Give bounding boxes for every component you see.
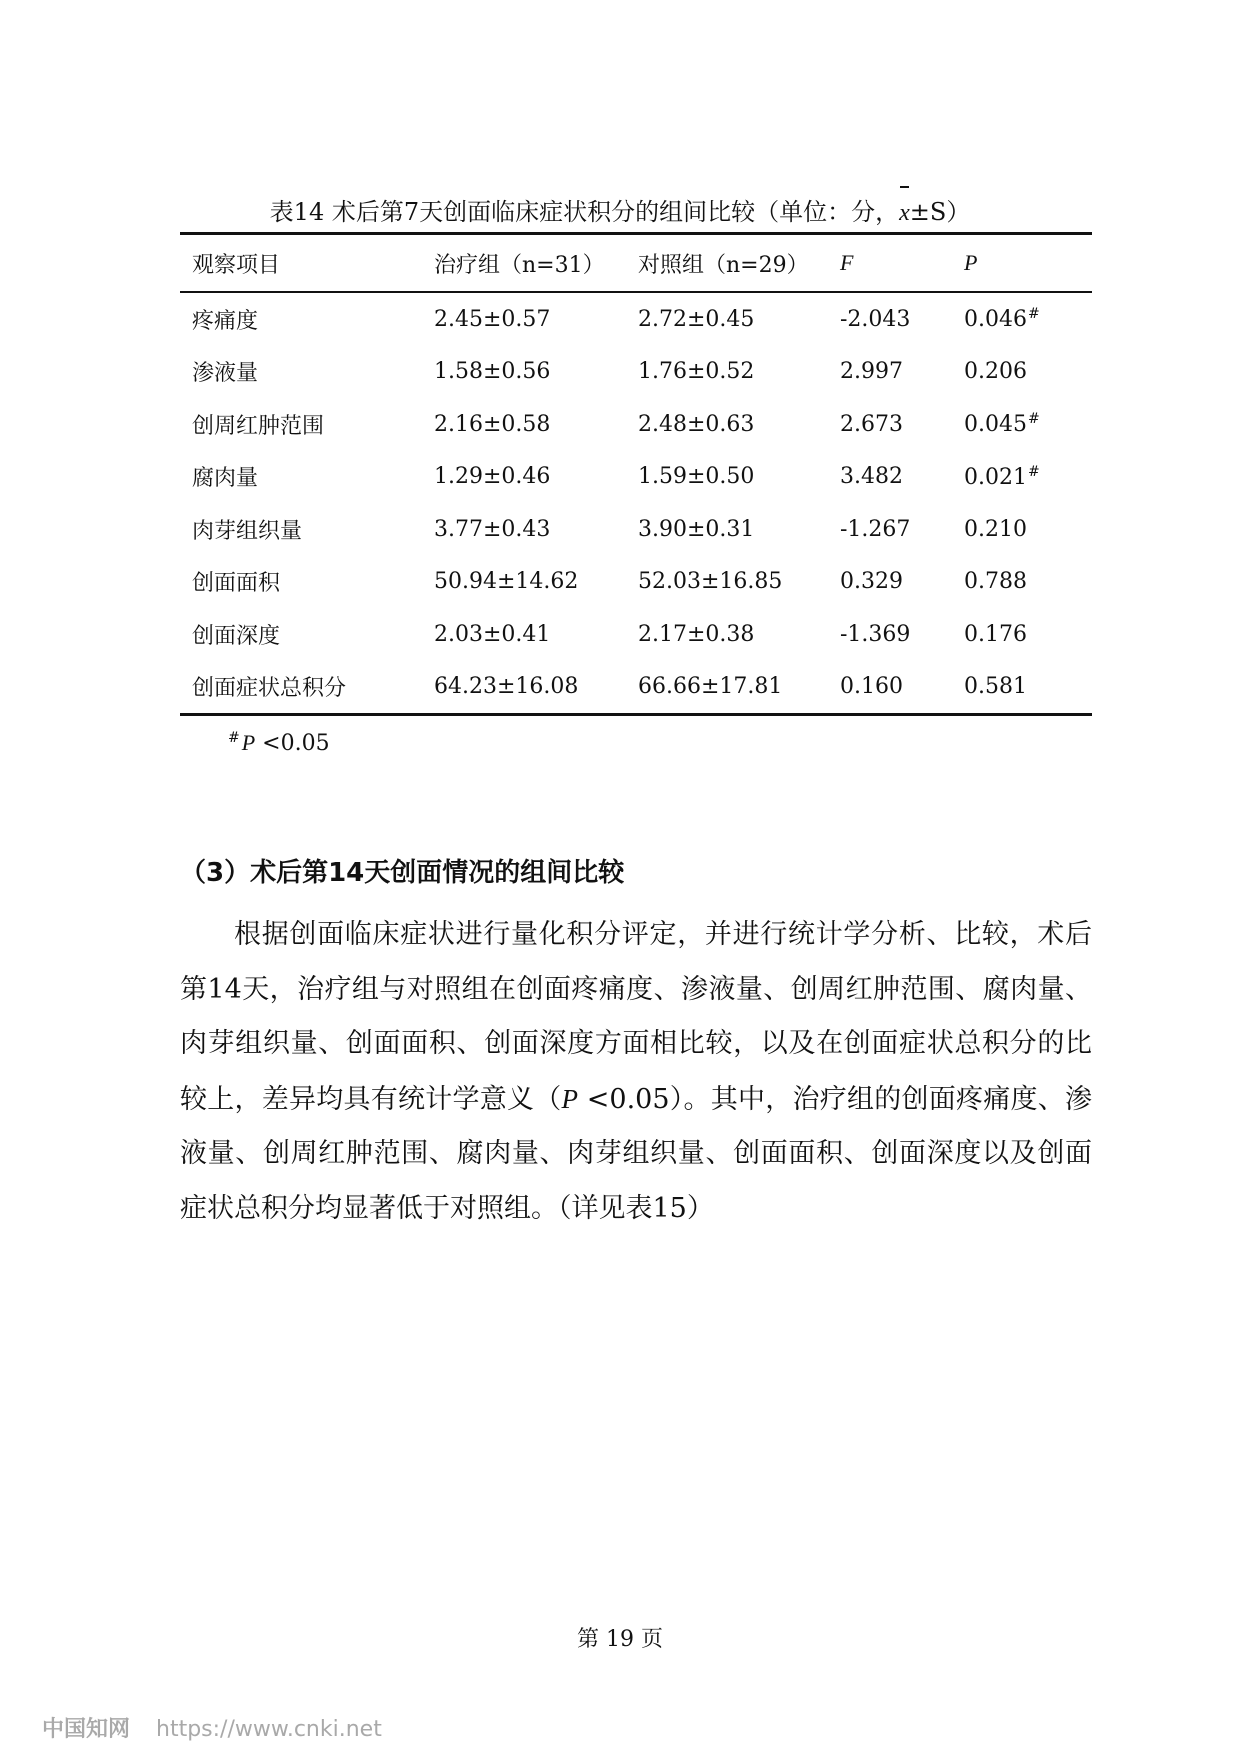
cell-f xyxy=(840,661,964,715)
table-header-row xyxy=(180,234,1092,293)
cell-f-text: -1.267 xyxy=(840,516,911,542)
cell-treatment-text: 2.03±0.41 xyxy=(434,621,551,647)
cell-f xyxy=(840,398,964,451)
cell-control-text: 2.48±0.63 xyxy=(638,411,755,437)
cell-f-text: 0.329 xyxy=(840,569,903,595)
cell-treatment xyxy=(434,608,638,661)
cell-treatment xyxy=(434,556,638,609)
cell-control-text: 52.03±16.85 xyxy=(638,569,783,595)
cell-p xyxy=(964,346,1092,399)
cell-f xyxy=(840,346,964,399)
cell-treatment xyxy=(434,346,638,399)
watermark xyxy=(42,1712,382,1743)
cell-item xyxy=(180,608,434,661)
cell-p xyxy=(964,398,1092,451)
cell-treatment-text: 2.45±0.57 xyxy=(434,306,551,332)
body-paragraph xyxy=(180,908,1092,1237)
table-footnote xyxy=(228,730,330,756)
cell-item xyxy=(180,398,434,451)
cell-f xyxy=(840,608,964,661)
cell-control xyxy=(638,556,840,609)
cell-control-text: 1.76±0.52 xyxy=(638,359,755,385)
cell-p-text: 0.581 xyxy=(964,674,1027,700)
cell-item xyxy=(180,503,434,556)
cell-p xyxy=(964,292,1092,346)
cell-control-text: 2.72±0.45 xyxy=(638,306,755,332)
cell-treatment-text: 1.29±0.46 xyxy=(434,464,551,490)
table-body xyxy=(180,292,1092,715)
cell-item xyxy=(180,556,434,609)
cell-control xyxy=(638,451,840,504)
section-heading: （3）术后第14天创面情况的组间比较 xyxy=(180,858,625,888)
cell-control-text: 2.17±0.38 xyxy=(638,621,755,647)
cell-p-text: 0.021 xyxy=(964,464,1027,490)
table-row xyxy=(180,451,1092,504)
cell-item-text: 创面面积 xyxy=(192,571,281,597)
cell-treatment xyxy=(434,661,638,715)
cell-treatment-text: 3.77±0.43 xyxy=(434,516,551,542)
para-p: P xyxy=(561,1083,578,1114)
cell-p xyxy=(964,503,1092,556)
cell-control xyxy=(638,608,840,661)
cell-item-text: 疼痛度 xyxy=(192,308,259,334)
header-f: F xyxy=(840,234,964,293)
cell-f-text: 0.160 xyxy=(840,674,903,700)
cell-item-text: 创周红肿范围 xyxy=(192,413,325,439)
cell-p-text: 0.046 xyxy=(964,307,1027,333)
cell-p-text: 0.210 xyxy=(964,516,1027,542)
cell-f-text: 2.997 xyxy=(840,359,903,385)
cell-p-text: 0.045 xyxy=(964,412,1027,438)
cell-f xyxy=(840,503,964,556)
cell-control xyxy=(638,661,840,715)
cell-f xyxy=(840,556,964,609)
data-table xyxy=(180,232,1092,716)
caption-prefix: 表14 术后第7天创面临床症状积分的组间比较（单位：分， xyxy=(269,198,900,226)
cell-control-text: 66.66±17.81 xyxy=(638,674,783,700)
cell-item xyxy=(180,292,434,346)
page-number: 第 19 页 xyxy=(577,1627,663,1652)
cell-p xyxy=(964,556,1092,609)
significance-mark: # xyxy=(1027,463,1040,480)
watermark-url: https://www.cnki.net xyxy=(156,1717,382,1742)
cell-p xyxy=(964,451,1092,504)
cell-p xyxy=(964,661,1092,715)
cell-treatment xyxy=(434,451,638,504)
table-row xyxy=(180,661,1092,715)
cell-control xyxy=(638,503,840,556)
cell-p-text: 0.206 xyxy=(964,359,1027,385)
cell-control-text: 3.90±0.31 xyxy=(638,516,755,542)
para-after: <0.05）。其中，治疗组的创面疼痛度、渗液量、创周红肿范围、腐肉量、肉芽组织量、创面面积、创面深度以及创面症状总积分均显著低于对照组。（详见表15） xyxy=(180,1083,1092,1224)
cell-f-text: -2.043 xyxy=(840,306,911,332)
para-before: 根据创面临床症状进行量化积分评定，并进行统计学分析、比较，术后第14天，治疗组与对照组在创面疼痛度、渗液量、创周红肿范围、腐肉量、肉芽组织量、创面面积、创面深度方面相比较，以及在创面症状总积分的比较上，差异均具有统计学意义（ xyxy=(180,919,1092,1115)
table-row xyxy=(180,292,1092,346)
cell-control xyxy=(638,346,840,399)
cell-f-text: 2.673 xyxy=(840,411,903,437)
table-row xyxy=(180,556,1092,609)
cell-item-text: 腐肉量 xyxy=(192,466,259,492)
header-p: P xyxy=(964,234,1092,293)
cell-treatment-text: 1.58±0.56 xyxy=(434,359,551,385)
cell-p xyxy=(964,608,1092,661)
watermark-logo: 中国知网 xyxy=(42,1717,131,1742)
cell-f xyxy=(840,292,964,346)
header-item: 观察项目 xyxy=(180,234,434,293)
cell-item xyxy=(180,661,434,715)
cell-item-text: 创面症状总积分 xyxy=(192,676,347,702)
cell-treatment-text: 64.23±16.08 xyxy=(434,674,579,700)
cell-item xyxy=(180,451,434,504)
table-caption xyxy=(0,192,1240,227)
header-treatment: 治疗组（n=31） xyxy=(434,234,638,293)
cell-treatment xyxy=(434,503,638,556)
cell-f-text: 3.482 xyxy=(840,464,903,490)
footnote-p: P xyxy=(241,730,256,755)
cell-p-text: 0.788 xyxy=(964,569,1027,595)
caption-suffix: ±S） xyxy=(909,198,971,226)
table-row xyxy=(180,398,1092,451)
cell-control xyxy=(638,398,840,451)
header-control: 对照组（n=29） xyxy=(638,234,840,293)
significance-mark: # xyxy=(1027,306,1040,323)
caption-x-bar: x xyxy=(899,200,910,226)
table-row xyxy=(180,346,1092,399)
cell-control xyxy=(638,292,840,346)
footnote-mark: # xyxy=(228,730,240,746)
cell-treatment xyxy=(434,292,638,346)
table-row xyxy=(180,503,1092,556)
table-row xyxy=(180,608,1092,661)
footnote-text: <0.05 xyxy=(255,731,330,756)
cell-f xyxy=(840,451,964,504)
significance-mark: # xyxy=(1027,411,1040,428)
cell-item-text: 肉芽组织量 xyxy=(192,518,303,544)
cell-treatment-text: 2.16±0.58 xyxy=(434,411,551,437)
cell-item-text: 渗液量 xyxy=(192,361,259,387)
cell-item xyxy=(180,346,434,399)
cell-p-text: 0.176 xyxy=(964,621,1027,647)
cell-treatment xyxy=(434,398,638,451)
cell-f-text: -1.369 xyxy=(840,621,911,647)
cell-control-text: 1.59±0.50 xyxy=(638,464,755,490)
cell-item-text: 创面深度 xyxy=(192,623,281,649)
cell-treatment-text: 50.94±14.62 xyxy=(434,569,579,595)
